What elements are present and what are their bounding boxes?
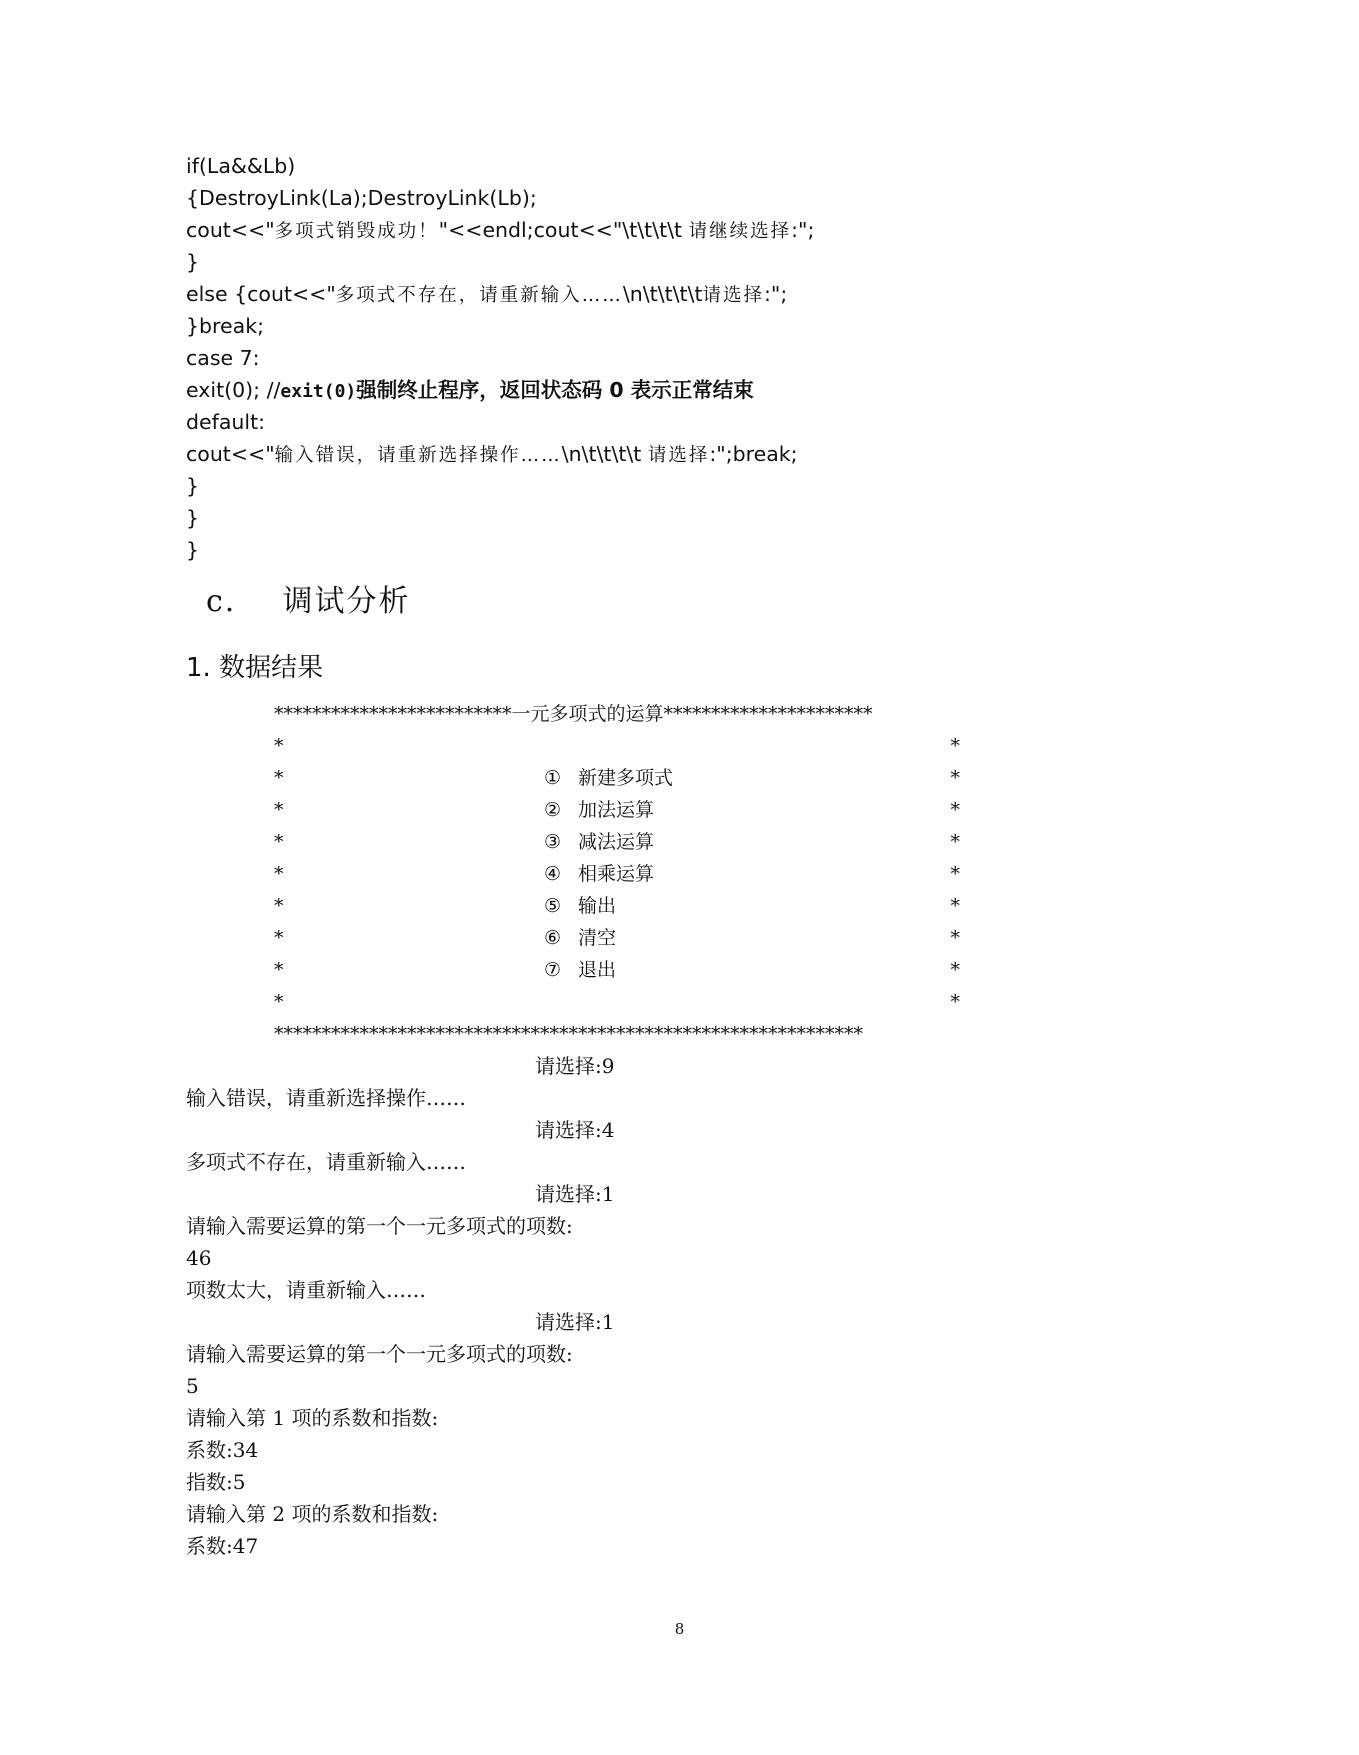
code-string-text: 多项式不存在，请重新输入…… [335, 285, 623, 306]
star-right: * [950, 895, 960, 917]
code-line [186, 438, 798, 472]
output-line: 系数:34 [186, 1438, 259, 1462]
star-right: * [950, 831, 960, 853]
menu-item [544, 762, 673, 794]
code-fragment: :"; [791, 218, 815, 242]
code-string-text: 请选择 [702, 285, 765, 306]
code-comment-text: 强制终止程序，返回状态码 0 表示正常结束 [356, 378, 754, 402]
code-fragment: :"; [764, 282, 788, 306]
output-line: 请输入第 2 项的系数和指数: [186, 1502, 439, 1526]
star-left: * [274, 863, 284, 885]
menu-item-label: 退出 [578, 959, 617, 981]
menu-item [544, 890, 616, 922]
menu-item-row [274, 762, 960, 794]
subsection-heading: 1. 数据结果 [186, 653, 324, 683]
menu-item-label: 减法运算 [578, 831, 655, 853]
star-left: * [274, 831, 284, 853]
output-line: 请输入需要运算的第一个一元多项式的项数: [186, 1214, 573, 1238]
code-line: } [186, 474, 200, 498]
page-number: 8 [674, 1620, 685, 1638]
menu-item-label: 清空 [578, 927, 617, 949]
menu-item-number: ⑤ [544, 895, 562, 917]
code-fragment: exit(0); // [186, 378, 281, 402]
menu-blank-row [274, 986, 960, 1018]
menu-item-row [274, 922, 960, 954]
star-left: * [274, 959, 284, 981]
menu-item-number: ④ [544, 863, 562, 885]
menu-item-label: 相乘运算 [578, 863, 655, 885]
menu-top-border: *************************一元多项式的运算********************** [274, 703, 873, 725]
menu-item [544, 858, 654, 890]
code-fragment: "<<endl;cout<<"\t\t\t\t [438, 218, 689, 242]
star-right: * [950, 927, 960, 949]
code-line [186, 278, 787, 312]
menu-item [544, 794, 654, 826]
output-line: 5 [186, 1374, 199, 1398]
code-comment-line [186, 374, 754, 408]
menu-item-row [274, 890, 960, 922]
menu-bottom-border: ************************************************************** [274, 1023, 863, 1045]
output-line: 系数:47 [186, 1534, 259, 1558]
star-left: * [274, 735, 284, 757]
output-line: 输入错误，请重新选择操作…… [186, 1086, 466, 1110]
output-prompt: 请选择:1 [535, 1182, 615, 1206]
output-prompt: 请选择:1 [535, 1310, 615, 1334]
menu-item-label: 加法运算 [578, 799, 655, 821]
star-left: * [274, 991, 284, 1013]
output-prompt: 请选择:4 [535, 1118, 615, 1142]
star-left: * [274, 767, 284, 789]
star-right: * [950, 799, 960, 821]
menu-item [544, 922, 616, 954]
code-line: } [186, 506, 200, 530]
code-line: } [186, 538, 200, 562]
star-right: * [950, 991, 960, 1013]
menu-item [544, 826, 654, 858]
star-left: * [274, 927, 284, 949]
code-fragment: :";break; [709, 442, 798, 466]
code-line: } [186, 250, 200, 274]
output-line: 多项式不存在，请重新输入…… [186, 1150, 466, 1174]
code-fragment: \n\t\t\t\t [622, 282, 703, 306]
output-line: 请输入需要运算的第一个一元多项式的项数: [186, 1342, 573, 1366]
section-heading: c. 调试分析 [206, 584, 411, 619]
menu-item-number: ① [544, 767, 562, 789]
output-line: 46 [186, 1246, 212, 1270]
star-right: * [950, 767, 960, 789]
code-string-text: 多项式销毁成功！ [274, 221, 439, 242]
star-left: * [274, 895, 284, 917]
menu-item-number: ⑦ [544, 959, 562, 981]
star-right: * [950, 863, 960, 885]
menu-item [544, 954, 616, 986]
code-line: {DestroyLink(La);DestroyLink(Lb); [186, 186, 537, 210]
code-string-text: 输入错误，请重新选择操作…… [274, 445, 562, 466]
star-right: * [950, 735, 960, 757]
code-line: }break; [186, 314, 264, 338]
code-fragment: \n\t\t\t\t [561, 442, 648, 466]
menu-item-row [274, 954, 960, 986]
star-right: * [950, 959, 960, 981]
star-left: * [274, 799, 284, 821]
output-line: 请输入第 1 项的系数和指数: [186, 1406, 439, 1430]
menu-blank-row [274, 730, 960, 762]
menu-item-number: ⑥ [544, 927, 562, 949]
menu-item-label: 输出 [578, 895, 617, 917]
output-line: 指数:5 [186, 1470, 246, 1494]
code-string-text: 请继续选择 [688, 221, 792, 242]
code-string-text: 请选择 [647, 445, 710, 466]
menu-item-number: ③ [544, 831, 562, 853]
output-prompt: 请选择:9 [535, 1054, 615, 1078]
code-fragment: cout<<" [186, 442, 275, 466]
code-fragment: cout<<" [186, 218, 275, 242]
code-line [186, 214, 814, 248]
output-line: 项数太大，请重新输入…… [186, 1278, 426, 1302]
menu-item-row [274, 794, 960, 826]
menu-item-number: ② [544, 799, 562, 821]
code-line: default: [186, 410, 266, 434]
menu-item-label: 新建多项式 [578, 767, 674, 789]
code-line: case 7: [186, 346, 260, 370]
menu-item-row [274, 826, 960, 858]
code-comment-keyword: exit(0) [280, 381, 357, 402]
code-line: if(La&&Lb) [186, 154, 296, 178]
code-fragment: else {cout<<" [186, 282, 336, 306]
menu-item-row [274, 858, 960, 890]
